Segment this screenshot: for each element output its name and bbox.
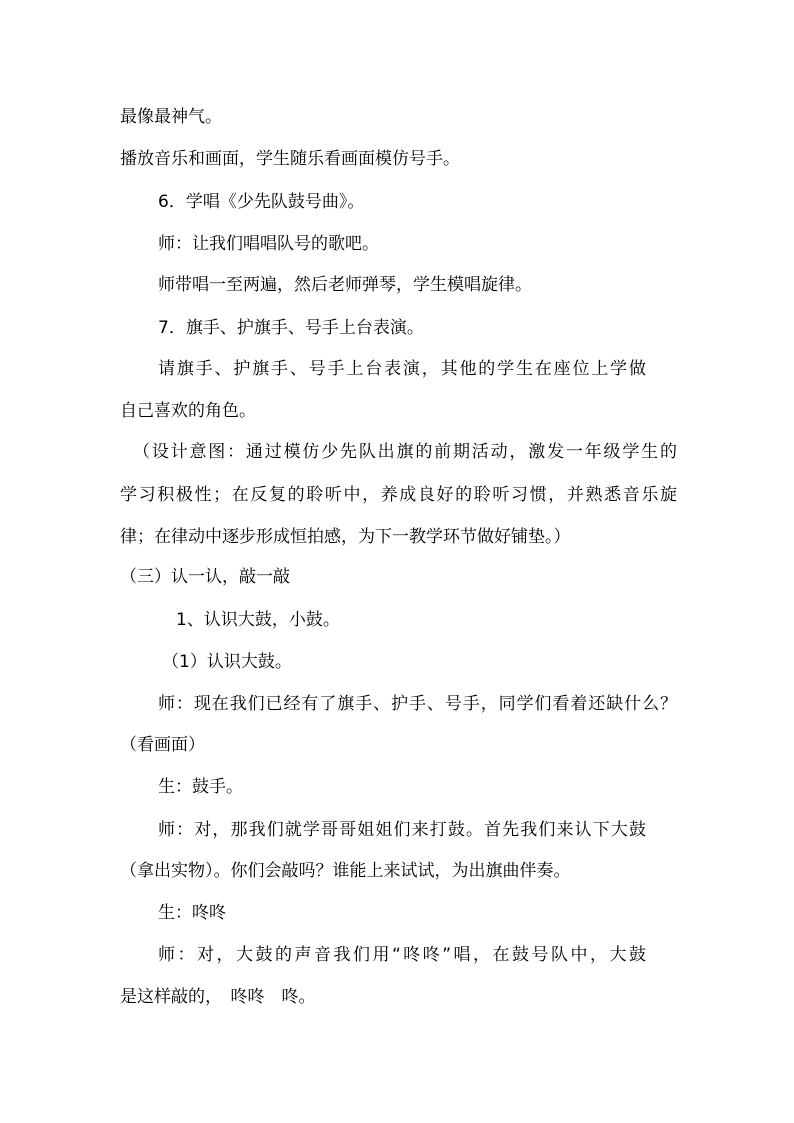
text-line: 师：让我们唱唱队号的歌吧。 [158, 234, 379, 254]
design-intent-line: （设计意图：通过模仿少先队出旗的前期活动，激发一年级学生的 [133, 442, 677, 462]
subsection-heading: （1）认识大鼓。 [162, 652, 292, 672]
design-intent-line: 律；在律动中逐步形成恒拍感，为下一教学环节做好铺垫。） [120, 527, 571, 547]
text-line: 师带唱一至两遍，然后老师弹琴，学生模唱旋律。 [158, 275, 532, 295]
text-line: 师：现在我们已经有了旗手、护手、号手，同学们看着还缺什么？ [158, 694, 677, 714]
step-heading: 6．学唱《少先队鼓号曲》。 [158, 192, 365, 212]
subsection-heading: 1、认识大鼓，小鼓。 [176, 610, 340, 630]
text-line: （拿出实物）。你们会敲吗？谁能上来试试，为出旗曲伴奏。 [120, 861, 571, 881]
text-line: 生：鼓手。 [158, 777, 243, 797]
step-heading: 7．旗手、护旗手、号手上台表演。 [158, 318, 424, 338]
text-line: 师：对，那我们就学哥哥姐姐们来打鼓。首先我们来认下大鼓 [158, 820, 646, 840]
text-line: 最像最神气。 [120, 107, 222, 127]
text-line: 是这样敲的， 咚咚 咚。 [120, 987, 316, 1007]
text-line: （看画面） [120, 735, 205, 755]
section-heading: （三）认一认，敲一敲 [120, 567, 290, 587]
text-line: 生：咚咚 [158, 903, 226, 923]
text-line: 师：对，大鼓的声音我们用“咚咚”唱，在鼓号队中，大鼓 [158, 945, 646, 965]
text-line: 播放音乐和画面，学生随乐看画面模仿号手。 [120, 149, 460, 169]
design-intent-line: 学习积极性；在反复的聆听中，养成良好的聆听习惯，并熟悉音乐旋 [120, 485, 677, 505]
text-line: 请旗手、护旗手、号手上台表演，其他的学生在座位上学做 [158, 359, 646, 379]
text-line: 自己喜欢的角色。 [120, 401, 256, 421]
